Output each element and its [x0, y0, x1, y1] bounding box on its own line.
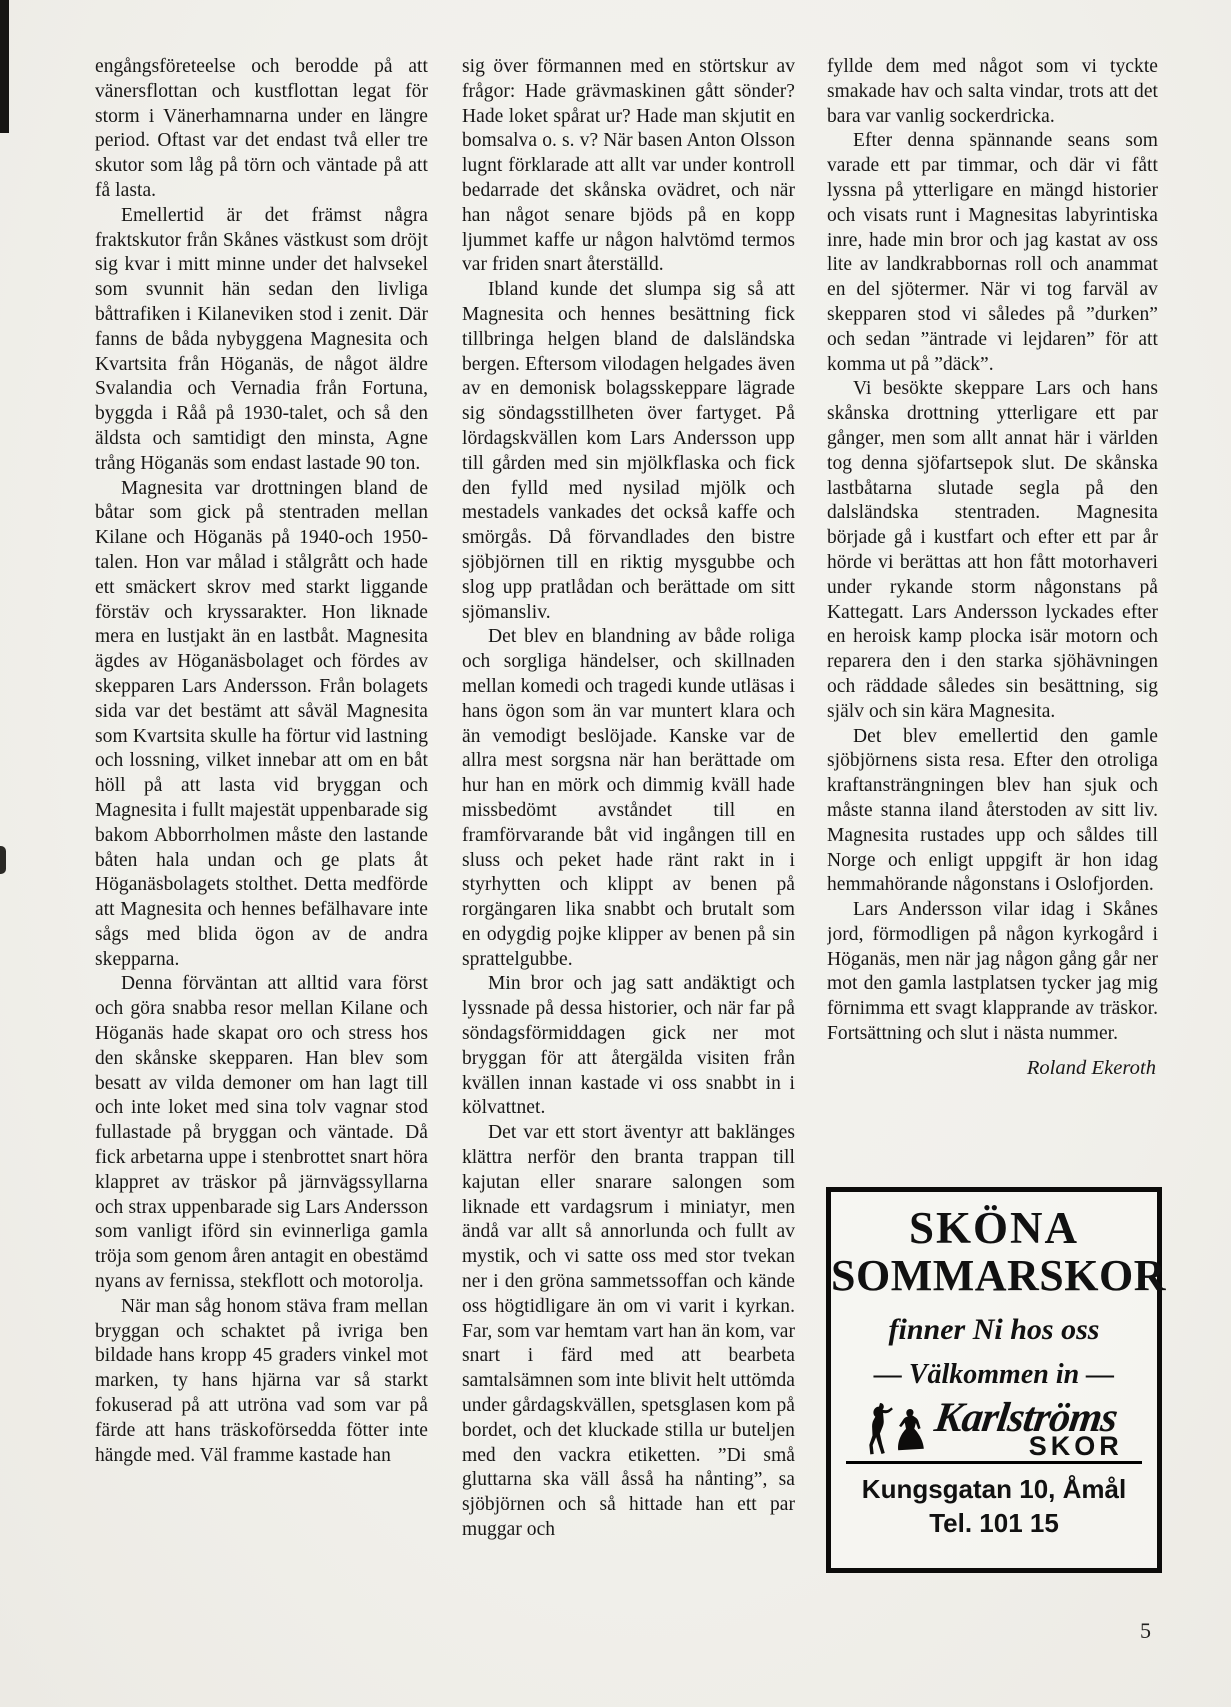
article-column-1: [95, 55, 428, 1615]
paragraph: Det var ett stort äventyr att baklänges klättra nerför den branta trappan till kajutan eller snarare salongen som liknade ett vardagsrum i miniatyr, men ändå var allt så annorlunda och fullt av mystik, och vi satte oss med stor tvekan ner i den gröna sammetssoffan och kände oss högtidligare än om vi varit i kyrkan. Far, som var hemtam vart han än kom, var snart i färd med att bearbeta samtalsämnen som inte blivit helt uttömda under gårdagskvällen, spetsglasen kom på bordet, och det kluckade stilla ur buteljen med den vackra etiketten. ”Di små gluttarna ska väll åsså ha nånting”, sa sjöbjörnen och så hittade han ett par muggar och: [462, 1122, 795, 1541]
logo-skor-label: SKOR: [1028, 1431, 1123, 1462]
paragraph: Emellertid är det främst några fraktskutor från Skånes västkust som dröjt sig kvar i mitt minne under det halvsekel som svunnit hän sedan den livliga båttrafiken i Kilaneviken stod i zenit. Där fanns de båda nybyggena Magnesita och Kvartsita från Höganäs, de något äldre Svalandia och Vernadia från Fortuna, byggda i Råå på 1930-talet, och så den äldsta och samtidigt den minsta, Agne trång Höganäs som endast lastade 90 ton.: [95, 204, 428, 474]
shoe-store-ad: [826, 1187, 1166, 1573]
paragraph: Vi besökte skeppare Lars och hans skånska drottning ytterligare ett par gånger, men som allt annat här i världen tog denna sjöfartsepok slut. De skånska lastbåtarna slutade segla på den dalsländska stentraden. Magnesita började gå i kustfart och efter ett par år hörde vi berättas att hon fått motorhaveri under rykande storm någonstans på Kattegatt. Lars Andersson lyckades efter en heroisk kamp plocka isär motorn och reparera den i den starka sjöhävningen och räddade således sin besättning, sig själv och sin kära Magnesita.: [827, 378, 1158, 722]
karlstroms-logo: [846, 1394, 1142, 1464]
logo-text: [932, 1394, 1123, 1462]
paragraph: engångsföreteelse och berodde på att vänersflottan och kustflottan legat för storm i Vänerhamnarna under en längre period. Oftast var det endast två eller tre skutor som låg på törn och väntade på att få lasta.: [95, 56, 428, 201]
page-number: 5: [1140, 1618, 1151, 1643]
paragraph: Ibland kunde det slumpa sig så att Magnesita och hennes besättning fick tillbringa helgen bland de dalsländska bergen. Eftersom vilodagen helgades även av en demonisk bolagsskeppare lägrade sig söndagsstillheten över fartyget. På lördagskvällen kom Lars Andersson upp till gården med sin mjölkflaska och fick den fylld med nysilad mjölk och mestadels vankades det också kaffe och smörgås. Då förvandlades den bistre sjöbjörnen till en riktig mysgubbe och slog upp pratlådan och berättade om sitt sjömansliv.: [462, 279, 795, 623]
paragraph: fyllde dem med något som vi tyckte smakade hav och salta vindar, trots att det bara var vanlig sockerdricka.: [827, 56, 1158, 127]
author-byline: Roland Ekeroth: [1026, 1056, 1156, 1079]
ad-phone: Tel. 101 15: [929, 1507, 1059, 1538]
paragraph: Denna förväntan att alltid vara först och göra snabba resor mellan Kilane och Höganäs hade skapat oro och stress hos den skånske skepparen. Han blev som besatt av vilda demoner om han lagt till och inte loket med sina tolv vagnar stod fullastade på bryggan och väntade. Då fick arbetarna uppe i stenbrottet snart höra klappret av träskor på järnvägssyllarna och strax uppenbarade sig Lars Andersson som vanligt iförd sin evinnerliga gamla tröja som genom åren antagit en obestämd nyans av fernissa, stekflott och motorolja.: [95, 973, 428, 1293]
ad-address: Kungsgatan 10, Åmål: [861, 1473, 1127, 1504]
paragraph: När man såg honom stäva fram mellan bryggan och schaktet på ivriga ben bildade hans kropp 45 graders vinkel mot marken, ty hans hjärna var så starkt fokuserad på att utröna vad som var på färde att hans träskoförsedda fötter inte hängde med. Väl framme kastade han: [95, 1295, 428, 1466]
scan-edge-artifact: [0, 0, 9, 133]
paragraph: sig över förmannen med en störtskur av frågor: Hade grävmaskinen gått sönder? Hade loket spårat ur? Hade man skjutit en bomsalva o. s. v? När basen Anton Olsson lugnt förklarade att allt var under kontroll bedarrade det skånska ovädret, och när han något senare bjöds på en kopp ljummet kaffe ur någon halvtömd termos var friden snart återställd.: [462, 56, 795, 276]
paragraph: Det blev emellertid den gamle sjöbjörnens sista resa. Efter den otroliga kraftansträngningen blev han sjuk och måste stanna iland återstoden av sitt liv. Magnesita rustades upp och såldes till Norge och enligt uppgift är hon idag hemmahörande någonstans i Oslofjorden.: [827, 725, 1158, 896]
logo-script-name: Karlströms: [932, 1394, 1121, 1441]
ad-headline-line1: SKÖNA: [908, 1203, 1080, 1253]
paragraph: Magnesita var drottningen bland de båtar som gick på stentraden mellan Kilane och Höganäs på 1940-och 1950-talen. Hon var målad i stålgrått och hade ett smäckert skrov med starkt liggande förstäv och kryssarakter. Hon liknade mera en lustjakt än en lastbåt. Magnesita ägdes av Höganäsbolaget och fördes av skepparen Lars Andersson. Från bolagets sida var det bestämt att såväl Magnesita som Kvartsita skulle ha förtur vid lastning och lossning, vilket innebar att om en båt höll på att lasta vid bryggan och Magnesita i fullt majestät uppenbarade sig bakom Abborrholmen måste den lastande båten hala undan och ge plats åt Höganäsbolagets stolthet. Detta medförde att Magnesita och hennes befälhavare inte sågs med blida ögon av de andra skepparna.: [95, 477, 428, 970]
paragraph: Min bror och jag satt andäktigt och lyssnade på dessa historier, och när far på söndagsförmiddagen gick ner mot bryggan för att återgälda visiten från kvällen innan kastade vi oss snabbt in i kölvattnet.: [462, 973, 795, 1119]
ad-headline-line2: SOMMARSKOR: [831, 1251, 1166, 1301]
scan-edge-artifact: [0, 846, 6, 874]
paragraph: Det blev en blandning av både roliga och sorgliga händelser, och skillnaden mellan komedi och tragedi kunde utläsas i hans ögon som än var muntert klara och än vemodigt beslöjade. Kanske var de allra mest sorgsna när han berättade om hur han en mörk och dimmig kväll hade missbedömt avståndet till en framförvarande båt vid ingången till en sluss och peket hade ränt rakt in i styrhytten och klippt av benen på rorgängaren lika snabbt och brutalt som en odygdig pojke klipper av benen på sin sprattelgubbe.: [462, 626, 795, 970]
paragraph: Lars Andersson vilar idag i Skånes jord, förmodligen på någon kyrkogård i Höganäs, men när jag någon gång går ner mot den gamla lastplatsen tycker jag mig förnimma ett svagt klapprande av träskor. Fortsättning och slut i nästa nummer.: [827, 899, 1158, 1045]
ad-tagline: finner Ni hos oss: [888, 1312, 1100, 1346]
article-column-2: [462, 55, 795, 1615]
article-column-3: [827, 55, 1158, 1180]
paragraph: Efter denna spännande seans som varade ett par timmar, och där vi fått lyssna på ytterligare en mängd historier och visats runt i Magnesitas labyrintiska inre, hade min bror och jag kastat av oss lite av landkrabbornas roll och anammat en del sjötermer. När vi tog farväl av skepparen stod vi således på ”durken” och sedan ”äntrade vi lejdaren” för att komma ut på ”däck”.: [827, 130, 1158, 375]
ad-welcome-text: — Välkommen in —: [873, 1358, 1115, 1390]
dancing-couple-icon: [865, 1397, 931, 1459]
